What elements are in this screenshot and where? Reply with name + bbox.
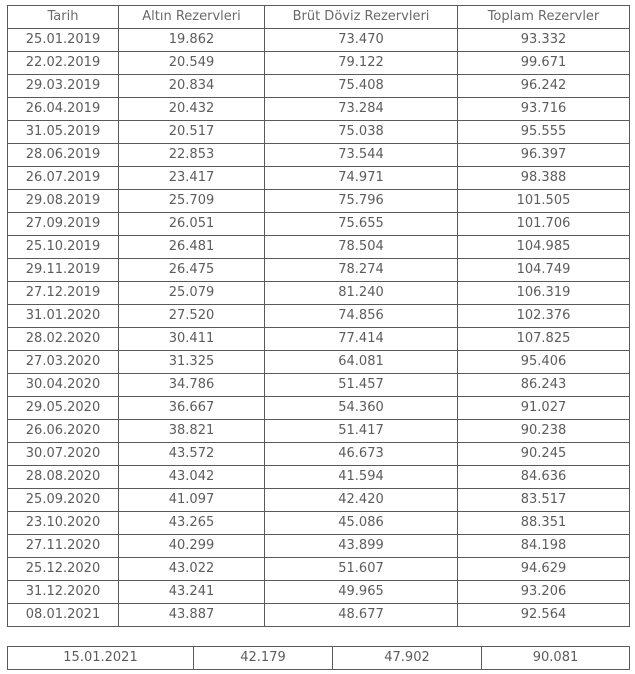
table-row: [8, 558, 630, 581]
cell-gold-reserves: 25.079: [119, 282, 265, 305]
cell-gross-fx-reserves: 78.274: [265, 259, 458, 282]
table-row: [8, 75, 630, 98]
cell-gross-fx-reserves: 41.594: [265, 466, 458, 489]
cell-total-reserves: 107.825: [458, 328, 630, 351]
cell-gross-fx-reserves: 51.457: [265, 374, 458, 397]
cell-total-reserves: 84.198: [458, 535, 630, 558]
cell-gold-reserves: 23.417: [119, 167, 265, 190]
cell-total-reserves: 93.206: [458, 581, 630, 604]
cell-gross-fx-reserves: 73.470: [265, 29, 458, 52]
cell-gold-reserves: 20.432: [119, 98, 265, 121]
column-header-gross-fx-reserves: Brüt Döviz Rezervleri: [265, 6, 458, 29]
cell-gross-fx-reserves: 75.655: [265, 213, 458, 236]
cell-date: 26.07.2019: [8, 167, 119, 190]
cell-gold-reserves: 36.667: [119, 397, 265, 420]
cell-date: 25.10.2019: [8, 236, 119, 259]
cell-gold-reserves: 20.517: [119, 121, 265, 144]
cell-gross-fx-reserves: 51.607: [265, 558, 458, 581]
cell-date: 23.10.2020: [8, 512, 119, 535]
cell-date: 22.02.2019: [8, 52, 119, 75]
cell-date: 29.11.2019: [8, 259, 119, 282]
cell-date: 25.12.2020: [8, 558, 119, 581]
cell-total-reserves: 84.636: [458, 466, 630, 489]
table-row: [8, 282, 630, 305]
cell-total-reserves: 106.319: [458, 282, 630, 305]
cell-total-reserves: 91.027: [458, 397, 630, 420]
cell-total-reserves: 98.388: [458, 167, 630, 190]
cell-date: 27.11.2020: [8, 535, 119, 558]
cell-total-reserves: 95.406: [458, 351, 630, 374]
cell-date: 29.03.2019: [8, 75, 119, 98]
cell-gross-fx-reserves: 42.420: [265, 489, 458, 512]
table-header-row: [8, 6, 630, 29]
cell-gross-fx-reserves: 73.544: [265, 144, 458, 167]
cell-date: 28.02.2020: [8, 328, 119, 351]
cell-gross-fx-reserves: 75.408: [265, 75, 458, 98]
table-row: [8, 167, 630, 190]
cell-gold-reserves: 41.097: [119, 489, 265, 512]
cell-total-reserves: 93.716: [458, 98, 630, 121]
cell-date: 26.06.2020: [8, 420, 119, 443]
cell-total-reserves: 101.706: [458, 213, 630, 236]
cell-date: 29.05.2020: [8, 397, 119, 420]
cell-gross-fx-reserves: 51.417: [265, 420, 458, 443]
latest-reserves-table: [7, 646, 630, 670]
cell-total-reserves: 95.555: [458, 121, 630, 144]
cell-date: 27.09.2019: [8, 213, 119, 236]
table-row: [8, 52, 630, 75]
cell-gold-reserves: 26.051: [119, 213, 265, 236]
table-row: [8, 351, 630, 374]
cell-gross-fx-reserves: 64.081: [265, 351, 458, 374]
table-row: [8, 397, 630, 420]
cell-gross-fx-reserves: 77.414: [265, 328, 458, 351]
column-header-total-reserves: Toplam Rezervler: [458, 6, 630, 29]
table-row: [8, 259, 630, 282]
cell-gold-reserves: 43.042: [119, 466, 265, 489]
cell-date: 28.08.2020: [8, 466, 119, 489]
cell-gross-fx-reserves: 73.284: [265, 98, 458, 121]
cell-date: 30.07.2020: [8, 443, 119, 466]
cell-gross-fx-reserves: 79.122: [265, 52, 458, 75]
column-header-date: Tarih: [8, 6, 119, 29]
cell-gross-fx-reserves: 74.856: [265, 305, 458, 328]
cell-total-reserves: 83.517: [458, 489, 630, 512]
table-row: [8, 305, 630, 328]
cell-gross-fx-reserves: 43.899: [265, 535, 458, 558]
cell-total-reserves: 96.242: [458, 75, 630, 98]
cell-gross-fx-reserves: 49.965: [265, 581, 458, 604]
cell-total-reserves: 96.397: [458, 144, 630, 167]
cell-gold-reserves: 19.862: [119, 29, 265, 52]
table-row: [8, 144, 630, 167]
cell-gold-reserves: 42.179: [194, 647, 333, 670]
cell-total-reserves: 90.238: [458, 420, 630, 443]
cell-gross-fx-reserves: 54.360: [265, 397, 458, 420]
cell-gold-reserves: 25.709: [119, 190, 265, 213]
cell-gold-reserves: 43.887: [119, 604, 265, 627]
reserves-table: [7, 5, 630, 627]
cell-gross-fx-reserves: 74.971: [265, 167, 458, 190]
cell-total-reserves: 92.564: [458, 604, 630, 627]
table-row: [8, 374, 630, 397]
cell-date: 31.12.2020: [8, 581, 119, 604]
cell-date: 30.04.2020: [8, 374, 119, 397]
table-row: [8, 581, 630, 604]
cell-total-reserves: 101.505: [458, 190, 630, 213]
table-row: [8, 190, 630, 213]
cell-gross-fx-reserves: 47.902: [333, 647, 482, 670]
table-row: [8, 489, 630, 512]
cell-gold-reserves: 40.299: [119, 535, 265, 558]
cell-date: 31.05.2019: [8, 121, 119, 144]
cell-gross-fx-reserves: 81.240: [265, 282, 458, 305]
cell-total-reserves: 104.749: [458, 259, 630, 282]
cell-date: 31.01.2020: [8, 305, 119, 328]
cell-gold-reserves: 26.481: [119, 236, 265, 259]
cell-total-reserves: 90.245: [458, 443, 630, 466]
table-row: [8, 512, 630, 535]
cell-total-reserves: 94.629: [458, 558, 630, 581]
cell-date: 27.12.2019: [8, 282, 119, 305]
cell-gold-reserves: 26.475: [119, 259, 265, 282]
cell-gold-reserves: 43.022: [119, 558, 265, 581]
cell-date: 08.01.2021: [8, 604, 119, 627]
cell-gross-fx-reserves: 75.796: [265, 190, 458, 213]
cell-total-reserves: 102.376: [458, 305, 630, 328]
cell-gold-reserves: 43.241: [119, 581, 265, 604]
cell-total-reserves: 99.671: [458, 52, 630, 75]
cell-date: 27.03.2020: [8, 351, 119, 374]
table-row: [8, 535, 630, 558]
table-row: [8, 420, 630, 443]
cell-total-reserves: 93.332: [458, 29, 630, 52]
table-row: [8, 236, 630, 259]
table-row: [8, 121, 630, 144]
cell-date: 28.06.2019: [8, 144, 119, 167]
table-row: [8, 647, 630, 670]
cell-gross-fx-reserves: 48.677: [265, 604, 458, 627]
table-row: [8, 213, 630, 236]
cell-total-reserves: 86.243: [458, 374, 630, 397]
cell-gold-reserves: 20.549: [119, 52, 265, 75]
cell-total-reserves: 88.351: [458, 512, 630, 535]
cell-gross-fx-reserves: 78.504: [265, 236, 458, 259]
table-row: [8, 604, 630, 627]
column-header-gold-reserves: Altın Rezervleri: [119, 6, 265, 29]
cell-gold-reserves: 31.325: [119, 351, 265, 374]
cell-gold-reserves: 22.853: [119, 144, 265, 167]
cell-date: 29.08.2019: [8, 190, 119, 213]
table-row: [8, 98, 630, 121]
cell-date: 15.01.2021: [8, 647, 194, 670]
cell-gold-reserves: 27.520: [119, 305, 265, 328]
table-row: [8, 328, 630, 351]
cell-gold-reserves: 20.834: [119, 75, 265, 98]
cell-gross-fx-reserves: 46.673: [265, 443, 458, 466]
table-row: [8, 443, 630, 466]
cell-gold-reserves: 43.265: [119, 512, 265, 535]
table-row: [8, 466, 630, 489]
cell-date: 26.04.2019: [8, 98, 119, 121]
cell-gold-reserves: 34.786: [119, 374, 265, 397]
cell-gold-reserves: 30.411: [119, 328, 265, 351]
cell-gold-reserves: 38.821: [119, 420, 265, 443]
cell-date: 25.01.2019: [8, 29, 119, 52]
cell-total-reserves: 90.081: [482, 647, 630, 670]
table-row: [8, 29, 630, 52]
cell-gross-fx-reserves: 75.038: [265, 121, 458, 144]
cell-total-reserves: 104.985: [458, 236, 630, 259]
cell-date: 25.09.2020: [8, 489, 119, 512]
cell-gross-fx-reserves: 45.086: [265, 512, 458, 535]
cell-gold-reserves: 43.572: [119, 443, 265, 466]
